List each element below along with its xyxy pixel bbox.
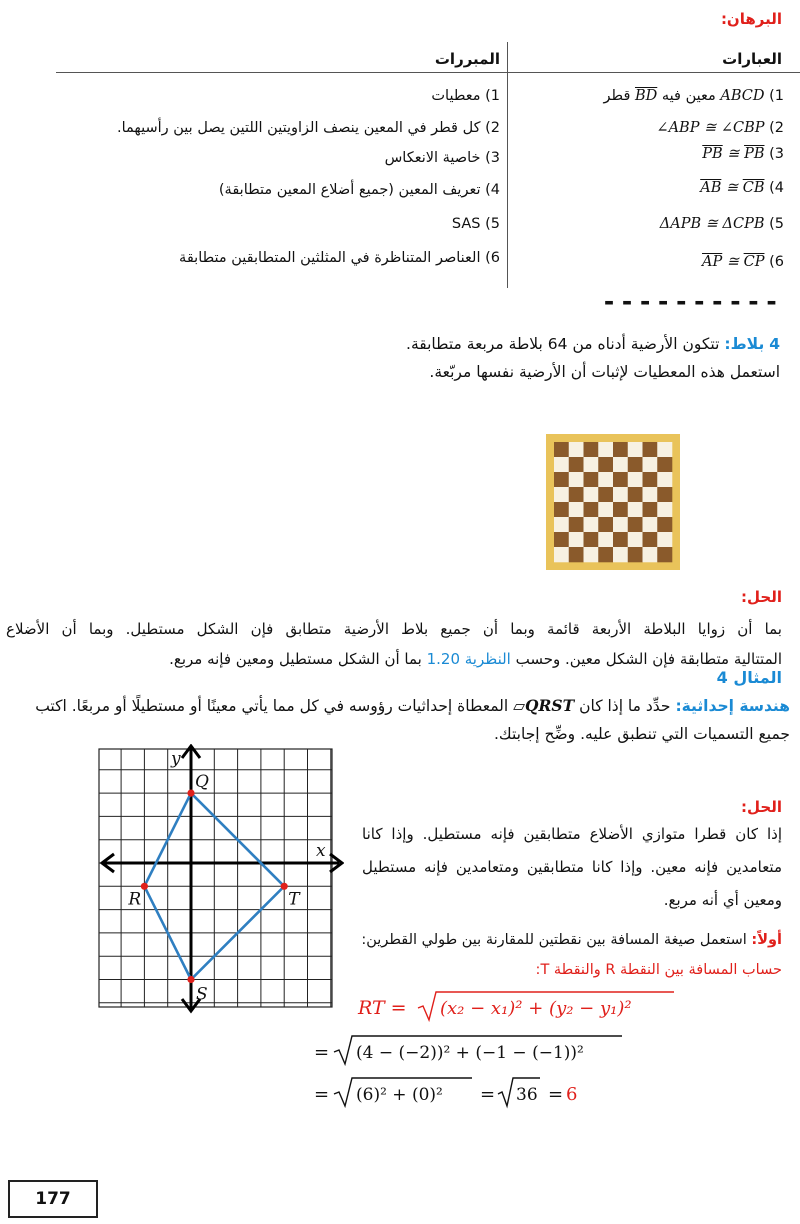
page-number: 177 <box>8 1180 98 1218</box>
distance-formula-rt <box>356 986 676 1030</box>
board-tile <box>628 517 643 532</box>
statement-1: 1) ABCD معين فيه BD قطر <box>603 88 784 104</box>
solution-2-paragraph: إذا كان قطرا متوازي الأضلاع متطابقين فإنه مستطيل. وإذا كانا متعامدين فإنه معين. وإذا كانا متطابقين ومتعامدين فإنه مستطيل ومعين أي أنه مربع. <box>362 825 782 909</box>
separator: ---------- <box>601 287 782 316</box>
board-tile <box>657 442 672 457</box>
reason-2: 2) كل قطر في المعين ينصف الزاويتين اللتين يصل بين رأسيهما. <box>117 120 500 136</box>
board-tile <box>657 532 672 547</box>
board-tile <box>628 457 643 472</box>
distance-formula-result <box>312 1072 602 1116</box>
board-tile <box>643 517 658 532</box>
board-tile <box>657 457 672 472</box>
board-tile <box>598 502 613 517</box>
board-tile <box>628 487 643 502</box>
vertex-r <box>141 883 148 890</box>
board-tile <box>554 532 569 547</box>
board-tile <box>569 532 584 547</box>
svg-text:6: 6 <box>566 1084 578 1105</box>
board-tile <box>598 532 613 547</box>
first-step: أولاً: استعمل صيغة المسافة بين نقطتين للمقارنة بين طولي القطرين: <box>361 932 782 948</box>
vertex-q <box>187 790 194 797</box>
board-tile <box>598 517 613 532</box>
board-tile <box>613 442 628 457</box>
board-tile <box>598 457 613 472</box>
board-tile <box>613 457 628 472</box>
reason-1: 1) معطيات <box>431 88 500 104</box>
board-tile <box>628 532 643 547</box>
board-tile <box>657 472 672 487</box>
statement-2: 2) ∠ABP ≅ ∠CBP <box>656 120 784 136</box>
vertex-t <box>281 883 288 890</box>
distance-formula-step <box>312 1030 632 1074</box>
svg-text:(4 − (−2))² + (−1 − (−1))²: (4 − (−2))² + (−1 − (−1))² <box>356 1043 584 1063</box>
board-tile <box>628 502 643 517</box>
board-tile <box>613 502 628 517</box>
reason-5: 5) SAS <box>451 216 500 232</box>
exercise-number: 4 <box>769 335 780 353</box>
reason-6: 6) العناصر المتناظرة في المثلثين المتطابقين متطابقة <box>179 250 500 266</box>
theorem-reference: النظرية 1.20 <box>426 650 511 668</box>
board-tile <box>554 457 569 472</box>
label-q: Q <box>195 772 209 793</box>
board-tile <box>584 457 599 472</box>
table-divider <box>507 42 508 288</box>
board-tile <box>628 442 643 457</box>
board-tile <box>554 472 569 487</box>
grid-border <box>99 749 332 1007</box>
board-tile <box>628 472 643 487</box>
x-axis-label: x <box>316 841 326 861</box>
board-tile <box>598 547 613 562</box>
board-tile <box>643 547 658 562</box>
board-tile <box>584 517 599 532</box>
board-tile <box>613 472 628 487</box>
board-tile <box>657 547 672 562</box>
board-tile <box>584 532 599 547</box>
statements-header: العبارات <box>722 50 782 68</box>
board-tile <box>554 547 569 562</box>
board-tile <box>584 547 599 562</box>
board-tile <box>554 517 569 532</box>
checkerboard-floor-image <box>546 434 680 570</box>
statement-6: 6) $\overline{AP}$ ≅ $\overline{CP}$ <box>702 254 784 270</box>
board-tile <box>584 442 599 457</box>
svg-text:=: = <box>314 1042 330 1063</box>
board-tile <box>584 472 599 487</box>
board-tile <box>554 442 569 457</box>
exercise-text: تتكون الأرضية أدناه من 64 بلاطة مربعة متطابقة. استعمل هذه المعطيات لإثبات أن الأرضية نفسها مربّعة. <box>406 335 780 381</box>
board-tile <box>643 472 658 487</box>
board-tile <box>613 532 628 547</box>
board-tile <box>613 517 628 532</box>
board-tile <box>643 532 658 547</box>
svg-text:(6)² + (0)²: (6)² + (0)² <box>356 1085 443 1105</box>
svg-text:=: = <box>480 1084 496 1105</box>
board-tile <box>643 457 658 472</box>
board-tile <box>598 487 613 502</box>
example-keyword: هندسة إحداثية: <box>675 697 790 715</box>
statement-3: 3) $\overline{PB}$ ≅ $\overline{PB}$ <box>702 146 784 162</box>
svg-text:36: 36 <box>516 1085 538 1105</box>
solution-title: الحل: <box>741 588 782 606</box>
board-tile <box>569 472 584 487</box>
board-tile <box>657 487 672 502</box>
board-tile <box>554 502 569 517</box>
example-title: المثال 4 <box>716 668 782 687</box>
statement-4: 4) $\overline{AB}$ ≅ $\overline{CB}$ <box>700 180 784 196</box>
reason-4: 4) تعريف المعين (جميع أضلاع المعين متطابقة) <box>218 182 500 198</box>
solution-line-2: المتتالية متطابقة فإن الشكل معين. وحسب النظرية 1.20 بما أن الشكل مستطيل ومعين فإنه مربع. <box>169 650 782 668</box>
board-tile <box>598 442 613 457</box>
label-t: T <box>288 889 300 910</box>
board-tile <box>569 487 584 502</box>
label-s: S <box>196 984 208 1005</box>
board-tile <box>569 502 584 517</box>
board-tile <box>643 502 658 517</box>
label-r: R <box>128 889 142 910</box>
board-tile <box>598 472 613 487</box>
board-tile <box>613 487 628 502</box>
svg-text:(x₂ − x₁)² + (y₂ − y₁)²: (x₂ − x₁)² + (y₂ − y₁)² <box>440 998 632 1019</box>
table-header-line <box>56 72 800 73</box>
vertex-s <box>187 976 194 983</box>
board-tile <box>569 547 584 562</box>
statement-5: 5) ΔAPB ≅ ΔCPB <box>659 216 784 232</box>
solution-2-title: الحل: <box>741 798 782 816</box>
exercise-keyword: بلاط: <box>724 335 765 353</box>
proof-title: البرهان: <box>720 10 782 28</box>
board-tile <box>628 547 643 562</box>
reason-3: 3) خاصية الانعكاس <box>384 150 500 166</box>
example-question: هندسة إحداثية: حدِّد ما إذا كان ▱QRST المعطاة إحداثيات رؤوسه في كل مما يأتي معينًا أو مستطيلًا أو مربعًا. اكتب جميع التسميات التي تنطبق عليه. وضِّح إجابتك. <box>35 696 790 743</box>
calc-title: حساب المسافة بين النقطة R والنقطة T: <box>535 962 782 978</box>
solution-line-1: بما أن زوايا البلاطة الأربعة قائمة وبما أن جميع بلاط الأرضية متطابق فإن الشكل مستطيل. وبما أن الأضلاع <box>6 620 782 638</box>
svg-text:=: = <box>314 1084 330 1105</box>
board-tile <box>584 487 599 502</box>
board-tile <box>657 502 672 517</box>
board-tile <box>657 517 672 532</box>
board-tile <box>613 547 628 562</box>
board-tile <box>569 457 584 472</box>
board-tile <box>554 487 569 502</box>
board-tile <box>584 502 599 517</box>
exercise-4 <box>360 330 780 386</box>
svg-text:RT =: RT = <box>358 997 407 1019</box>
board-tile <box>643 487 658 502</box>
svg-text:=: = <box>548 1084 564 1105</box>
y-axis-label: y <box>171 749 181 769</box>
reasons-header: المبررات <box>434 50 500 68</box>
board-tile <box>569 517 584 532</box>
board-tile <box>569 442 584 457</box>
coordinate-graph <box>94 744 344 1014</box>
board-tile <box>643 442 658 457</box>
